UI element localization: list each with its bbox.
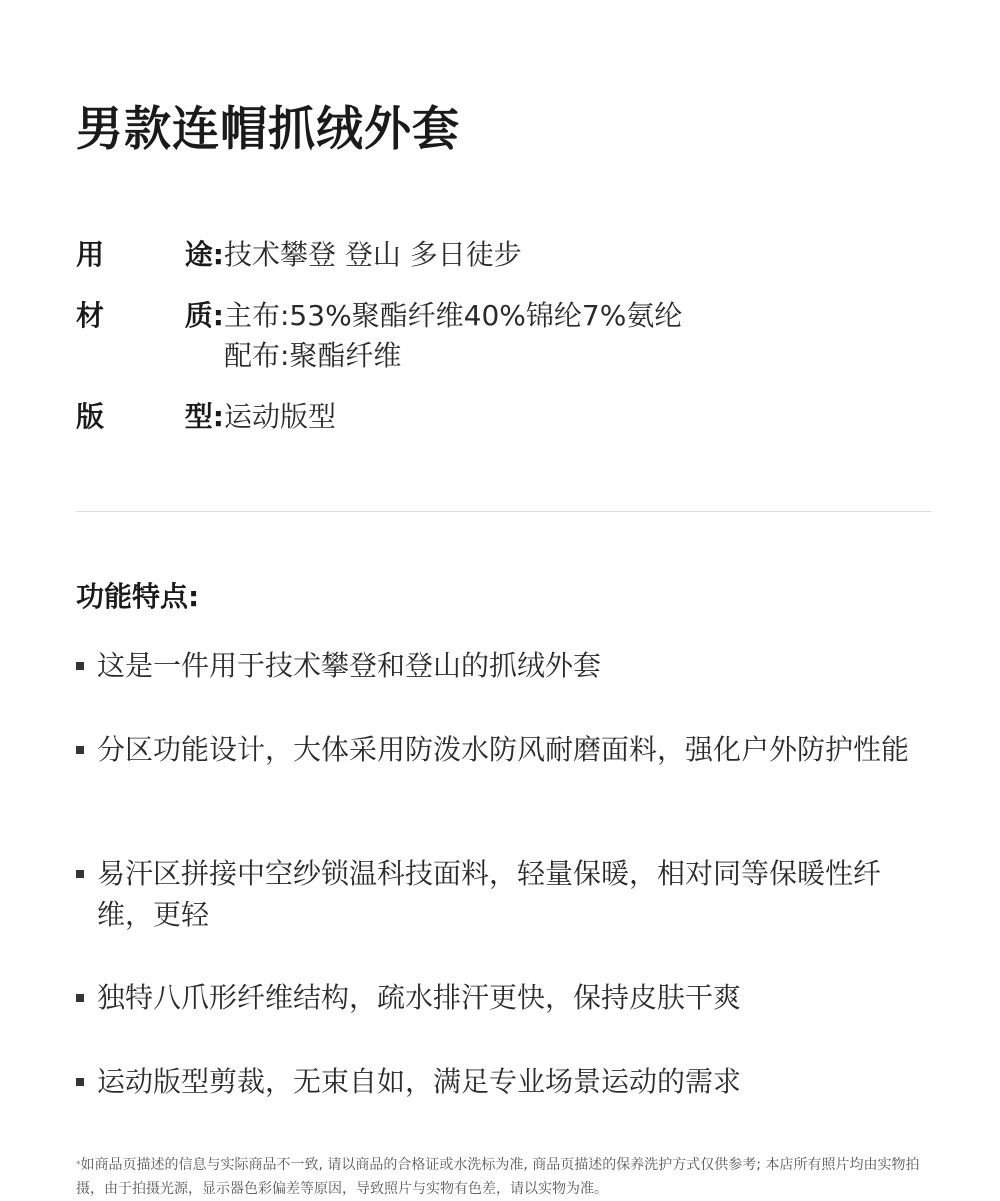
product-title: 男款连帽抓绒外套 xyxy=(76,102,460,157)
feature-text: 这是一件用于技术攀登和登山的抓绒外套 xyxy=(97,649,602,682)
spec-label-fit-last: 型: xyxy=(184,400,224,433)
spec-row-fit xyxy=(76,397,336,437)
bullet-square-icon xyxy=(76,662,84,670)
spec-row-usage xyxy=(76,235,522,275)
disclaimer-mark: * xyxy=(76,1160,81,1170)
spec-label-material xyxy=(76,296,224,336)
feature-text: 运动版型剪裁，无束自如，满足专业场景运动的需求 xyxy=(97,1065,742,1098)
feature-item xyxy=(76,853,936,935)
bullet-square-icon xyxy=(76,994,84,1002)
spec-label-usage xyxy=(76,235,224,275)
feature-item xyxy=(76,1061,936,1102)
section-divider xyxy=(76,511,931,512)
spec-value-usage xyxy=(224,235,522,275)
features-heading: 功能特点: xyxy=(76,580,200,613)
spec-label-fit-first: 版 xyxy=(76,400,105,433)
spec-label-usage-first: 用 xyxy=(76,238,105,271)
bullet-square-icon xyxy=(76,746,84,754)
spec-value-material xyxy=(224,296,682,376)
feature-item xyxy=(76,977,936,1018)
spec-value-fit xyxy=(224,397,336,437)
feature-text: 独特八爪形纤维结构，疏水排汗更快，保持皮肤干爽 xyxy=(97,981,742,1014)
feature-text: 分区功能设计，大体采用防泼水防风耐磨面料，强化户外防护性能 xyxy=(97,733,910,766)
spec-value-fit-line: 运动版型 xyxy=(224,400,337,433)
feature-text: 易汗区拼接中空纱锁温科技面料，轻量保暖，相对同等保暖性纤维，更轻 xyxy=(97,857,882,931)
bullet-square-icon xyxy=(76,1078,84,1086)
disclaimer-text: 如商品页描述的信息与实际商品不一致, 请以商品的合格证或水洗标为准, 商品页描述的保养洗护方式仅供参考; 本店所有照片均由实物拍摄，由于拍摄光源，显示器色彩偏差等原因，导致照片与实物有色差，请以实物为准。 xyxy=(76,1157,920,1197)
feature-item xyxy=(76,645,936,686)
bullet-square-icon xyxy=(76,870,84,878)
spec-label-usage-last: 途: xyxy=(184,238,224,271)
spec-row-material xyxy=(76,296,682,376)
spec-value-usage-line: 技术攀登 登山 多日徒步 xyxy=(224,238,522,271)
spec-label-material-first: 材 xyxy=(76,299,105,332)
spec-value-material-lining: 配布:聚酯纤维 xyxy=(224,339,402,372)
spec-value-material-main: 主布:53%聚酯纤维40%锦纶7%氨纶 xyxy=(224,299,683,332)
feature-item xyxy=(76,729,936,770)
spec-label-material-last: 质: xyxy=(184,299,224,332)
spec-label-fit xyxy=(76,397,224,437)
disclaimer-note xyxy=(76,1153,946,1201)
